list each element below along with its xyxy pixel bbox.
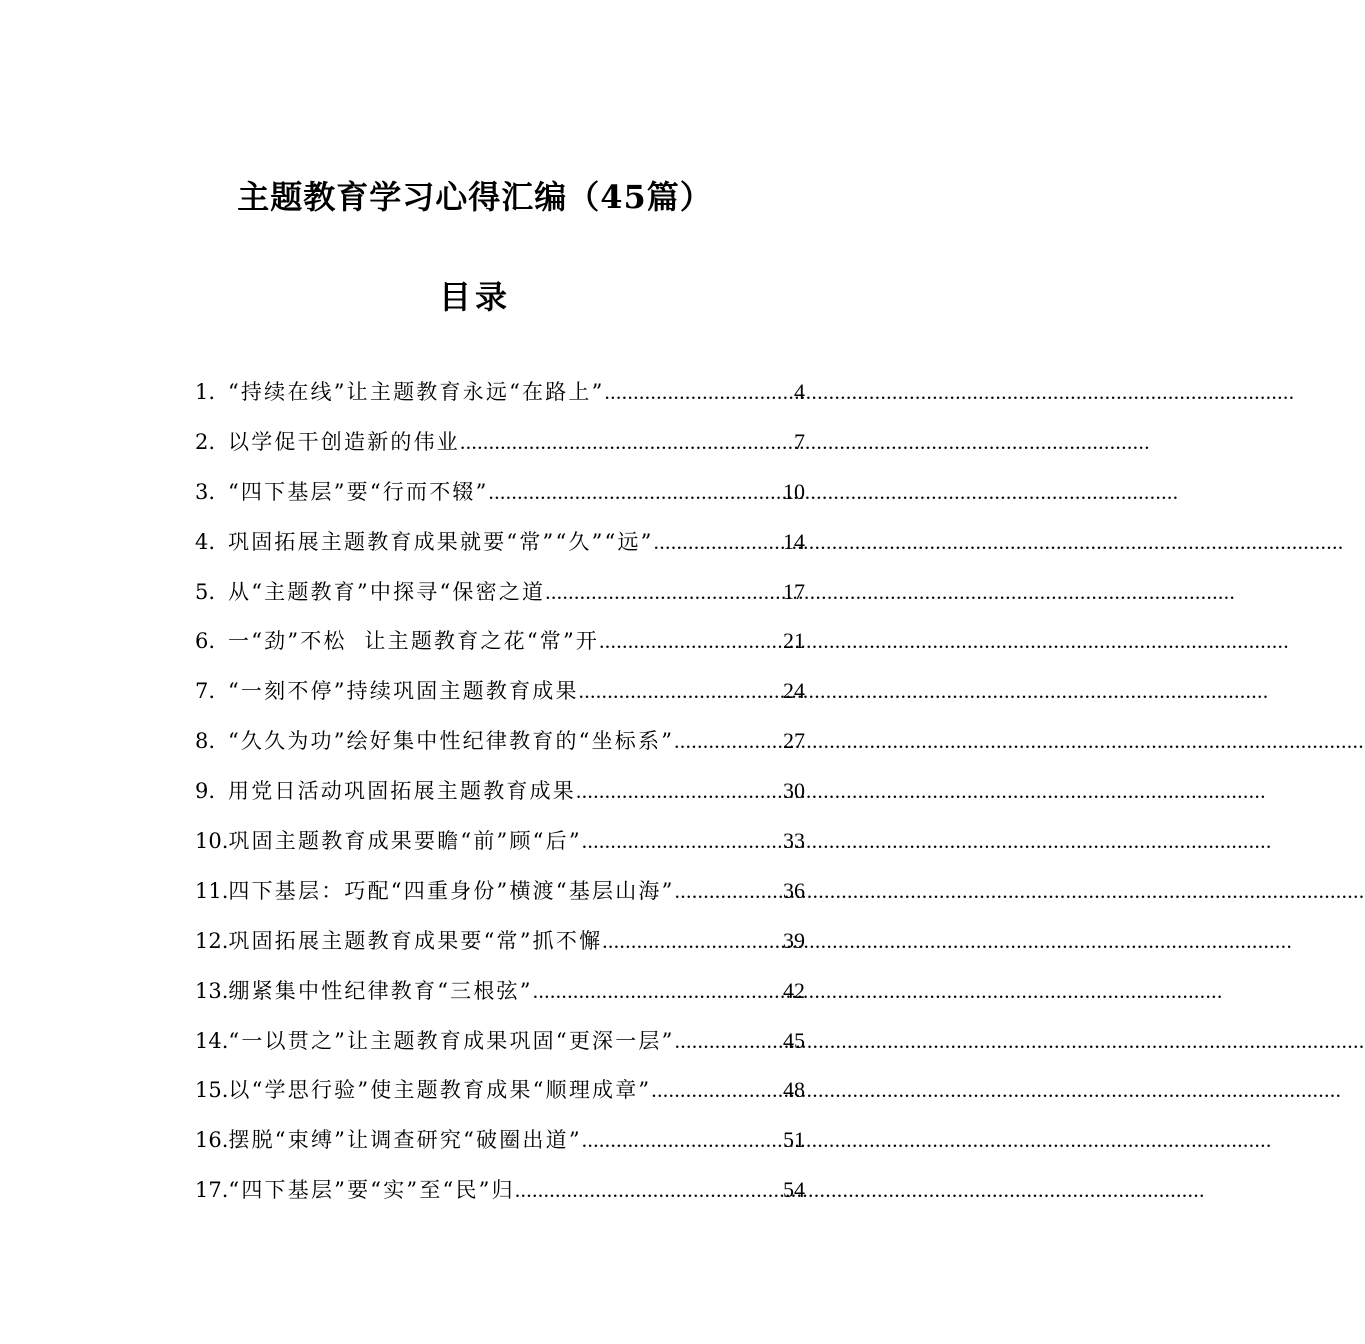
toc-entry-page: 39 bbox=[783, 927, 805, 953]
toc-entry-number: 1. bbox=[195, 380, 216, 404]
document-title: 主题教育学习心得汇编（45篇） bbox=[237, 178, 713, 216]
toc-entry-title: “一以贯之”让主题教育成果巩固“更深一层” bbox=[228, 1028, 675, 1053]
toc-entry-title: 从“主题教育”中探寻“保密之道 bbox=[228, 579, 546, 604]
toc-leader-dots bbox=[545, 580, 783, 605]
toc-leader-dots bbox=[515, 1178, 783, 1203]
toc-entry-number: 15. bbox=[195, 1078, 229, 1103]
toc-leader-dots bbox=[582, 829, 783, 854]
toc-entry[interactable] bbox=[195, 925, 805, 975]
toc-entry-page: 4 bbox=[794, 379, 805, 404]
toc-entry-number: 4. bbox=[195, 529, 216, 554]
toc-entry-title: “一刻不停”持续巩固主题教育成果 bbox=[228, 679, 579, 704]
table-of-contents bbox=[195, 376, 805, 1224]
toc-entry-page: 21 bbox=[783, 628, 805, 654]
toc-entry-page: 27 bbox=[783, 728, 805, 754]
toc-leader-dots bbox=[602, 929, 783, 954]
toc-leader-dots bbox=[533, 979, 783, 1004]
toc-entry-number: 11. bbox=[195, 878, 229, 903]
toc-leader-dots bbox=[576, 779, 783, 804]
toc-entry[interactable] bbox=[195, 625, 805, 675]
toc-entry[interactable] bbox=[195, 576, 805, 626]
toc-entry[interactable] bbox=[195, 426, 805, 476]
toc-leader-dots bbox=[675, 1029, 783, 1054]
toc-entry-number: 5. bbox=[195, 579, 216, 604]
toc-entry-number: 7. bbox=[195, 679, 216, 704]
toc-leader-dots bbox=[579, 679, 783, 704]
toc-entry-page: 51 bbox=[783, 1127, 805, 1153]
toc-leader-dots bbox=[675, 879, 783, 904]
toc-leader-dots bbox=[654, 530, 783, 555]
toc-entry-title: “四下基层”要“行而不辍” bbox=[228, 479, 489, 504]
toc-entry-title: 以“学思行验”使主题教育成果“顺理成章” bbox=[228, 1078, 652, 1103]
toc-entry-title: 巩固拓展主题教育成果就要“常”“久”“远” bbox=[228, 529, 654, 554]
toc-entry-title: 摆脱“束缚”让调查研究“破圈出道” bbox=[228, 1128, 582, 1153]
toc-entry[interactable] bbox=[195, 476, 805, 526]
toc-entry-page: 45 bbox=[783, 1027, 805, 1053]
toc-entry-number: 8. bbox=[195, 729, 216, 754]
toc-entry[interactable] bbox=[195, 1124, 805, 1174]
toc-entry-page: 36 bbox=[783, 877, 805, 903]
toc-leader-dots bbox=[489, 480, 783, 505]
toc-leader-dots bbox=[651, 1078, 783, 1103]
toc-entry-page: 24 bbox=[783, 678, 805, 704]
toc-entry-page: 14 bbox=[783, 528, 805, 554]
toc-entry[interactable] bbox=[195, 526, 805, 576]
toc-leader-dots bbox=[599, 629, 783, 654]
toc-entry-number: 3. bbox=[195, 479, 216, 504]
toc-entry-title: 巩固主题教育成果要瞻“前”顾“后” bbox=[228, 829, 582, 854]
toc-entry-page: 17 bbox=[783, 578, 805, 604]
toc-entry-page: 42 bbox=[783, 977, 805, 1003]
toc-entry-number: 12. bbox=[195, 928, 229, 953]
toc-entry-title: 一“劲”不松 让主题教育之花“常”开 bbox=[228, 629, 600, 654]
toc-entry-number: 13. bbox=[195, 978, 229, 1003]
toc-leader-dots bbox=[605, 380, 794, 405]
toc-entry-page: 54 bbox=[783, 1177, 805, 1203]
toc-entry[interactable] bbox=[195, 376, 805, 426]
toc-entry[interactable] bbox=[195, 675, 805, 725]
toc-entry[interactable] bbox=[195, 1025, 805, 1075]
toc-heading: 目录 bbox=[438, 278, 511, 316]
toc-entry-page: 7 bbox=[794, 428, 805, 454]
toc-entry[interactable] bbox=[195, 775, 805, 825]
toc-entry-title: 四下基层：巧配“四重身份”横渡“基层山海” bbox=[228, 878, 675, 903]
toc-entry[interactable] bbox=[195, 875, 805, 925]
toc-entry-page: 10 bbox=[783, 478, 805, 504]
toc-leader-dots bbox=[582, 1128, 783, 1153]
toc-entry-title: 巩固拓展主题教育成果要“常”抓不懈 bbox=[228, 928, 603, 953]
toc-entry-title: 用党日活动巩固拓展主题教育成果 bbox=[228, 779, 576, 804]
toc-leader-dots bbox=[460, 430, 794, 455]
toc-entry-number: 9. bbox=[195, 779, 216, 804]
toc-entry-number: 10. bbox=[195, 829, 229, 854]
toc-entry-title: “四下基层”要“实”至“民”归 bbox=[228, 1178, 515, 1203]
toc-entry-number: 17. bbox=[195, 1178, 229, 1203]
toc-entry[interactable] bbox=[195, 725, 805, 775]
toc-entry-number: 2. bbox=[195, 429, 216, 454]
toc-entry-page: 30 bbox=[783, 778, 805, 804]
toc-entry-title: “久久为功”绘好集中性纪律教育的“坐标系” bbox=[228, 729, 675, 754]
toc-entry-number: 16. bbox=[195, 1128, 229, 1153]
toc-entry-title: 以学促干创造新的伟业 bbox=[228, 429, 460, 454]
toc-entry-number: 14. bbox=[195, 1028, 229, 1053]
toc-entry[interactable] bbox=[195, 1074, 805, 1124]
toc-entry-page: 48 bbox=[783, 1077, 805, 1103]
toc-entry[interactable] bbox=[195, 1174, 805, 1224]
toc-entry-title: “持续在线”让主题教育永远“在路上” bbox=[228, 380, 605, 404]
toc-entry[interactable] bbox=[195, 825, 805, 875]
toc-entry-number: 6. bbox=[195, 629, 216, 654]
toc-entry[interactable] bbox=[195, 975, 805, 1025]
toc-entry-page: 33 bbox=[783, 828, 805, 854]
toc-leader-dots bbox=[674, 729, 783, 754]
toc-entry-title: 绷紧集中性纪律教育“三根弦” bbox=[228, 978, 533, 1003]
